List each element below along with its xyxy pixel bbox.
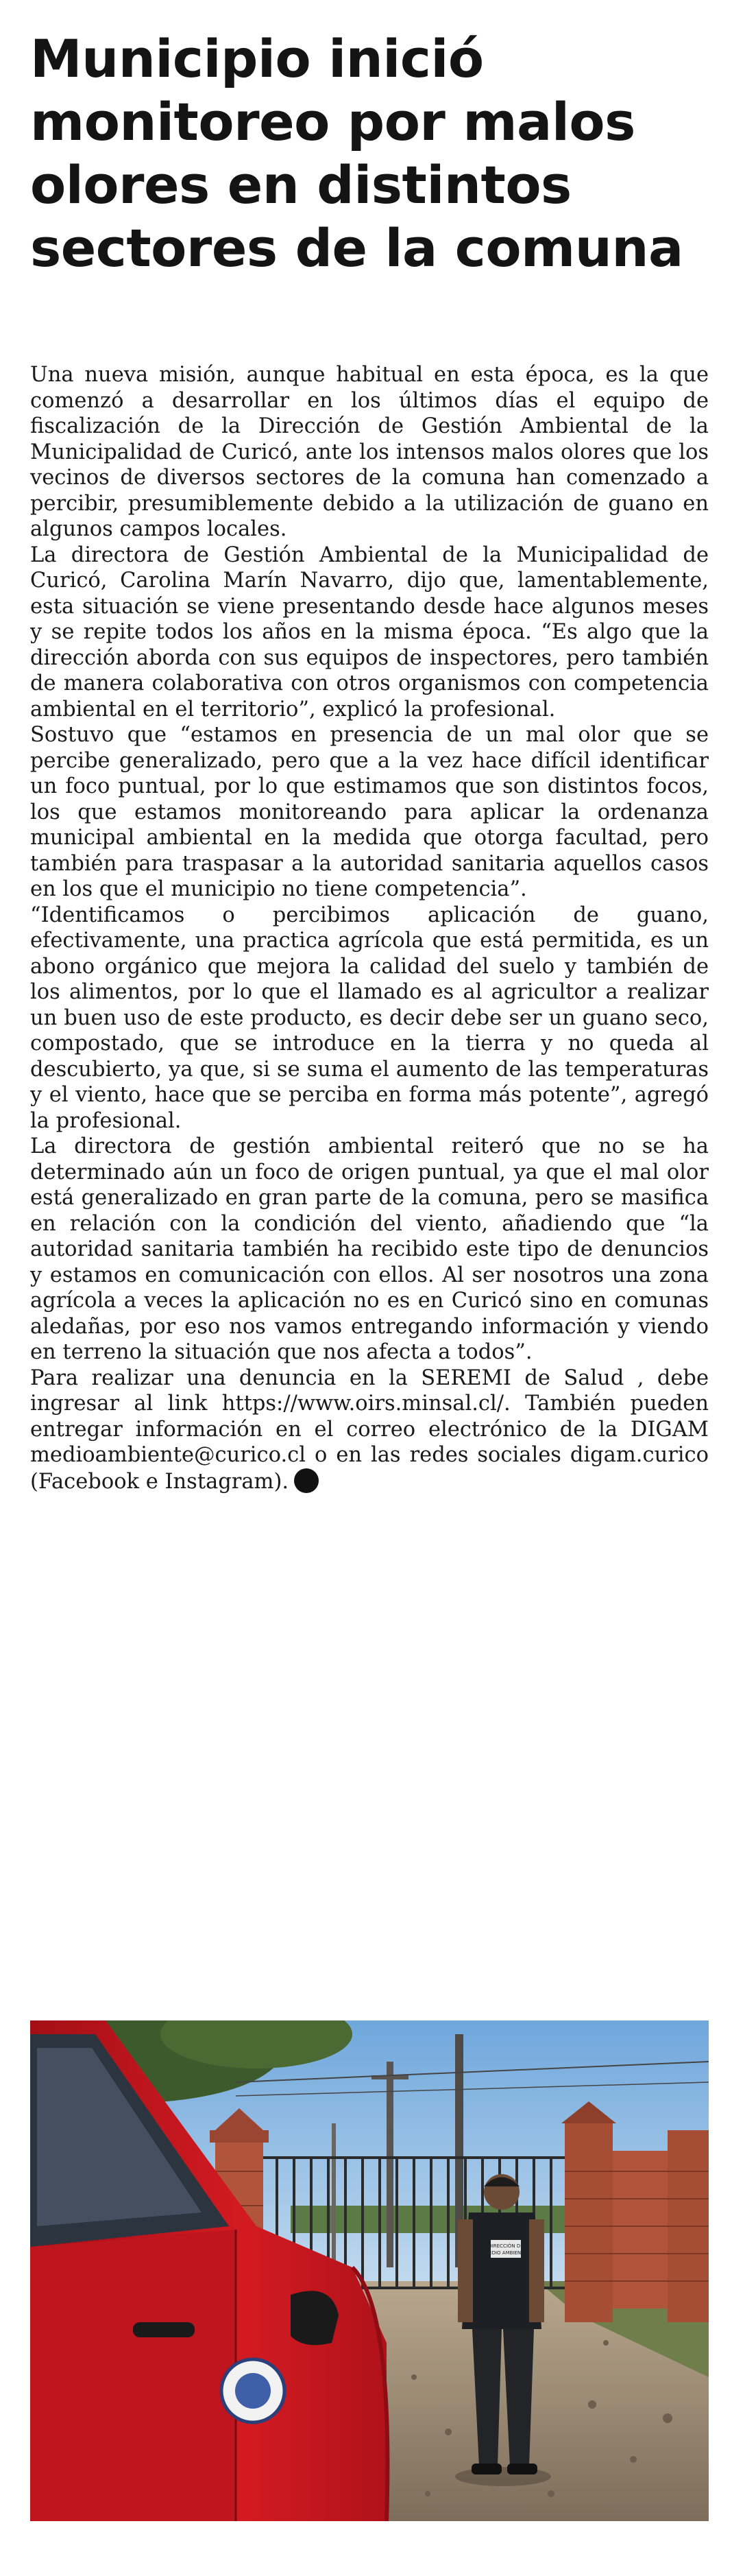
article-paragraph-6-text: Para realizar una denuncia en la SEREMI de Salud , debe ingresar al link https://www.oirs.minsal.cl/. También pueden entregar información en el correo electrónico de la DIGAM medioambiente@curico.cl o en las redes sociales digam.curico (Facebook e Instagram).	[30, 1365, 709, 1494]
vest-label: DIRECCIÓN DE	[488, 2243, 524, 2249]
utility-pole	[387, 2062, 393, 2267]
article-paragraph-2: La directora de Gestión Ambiental de la Municipalidad de Curicó, Carolina Marín Navarro, dijo que, lamentablemente, esta situación se viene presentando desde hace algunos meses y se repite todos los años en la misma época. “Es algo que la dirección aborda con sus equipos de inspectores, pero también de manera colaborativa con otros organismos con competencia ambiental en el territorio”, explicó la profesional.	[30, 542, 709, 721]
article-body	[30, 362, 709, 1494]
article-paragraph-5: La directora de gestión ambiental reiteró que no se ha determinado aún un foco de origen puntual, ya que el mal olor está generalizado en gran parte de la comuna, pero se masifica en relación con la condición del viento, añadiendo que “la autoridad sanitaria también ha recibido este tipo de denuncios y estamos en comunicación con ellos. Al ser nosotros una zona agrícola a veces la aplicación no es en Curicó sino en comunas aledañas, por eso nos vamos entregando información y viendo en terreno la situación que nos afecta a todos”.	[30, 1134, 709, 1364]
article-paragraph-3: Sostuvo que “estamos en presencia de un mal olor que se percibe generalizado, pero que a la vez hace difícil identificar un foco puntual, por lo que estimamos que son distintos focos, los que estamos monitoreando para aplicar la ordenanza municipal ambiental en la medida que otorga facultad, pero también para traspasar a la autoridad sanitaria aquellos casos en los que el municipio no tiene competencia”.	[30, 723, 709, 901]
article-photo	[30, 2020, 709, 2521]
article-paragraph-4: “Identificamos o percibimos aplicación de guano, efectivamente, una practica agrícola que está permitida, es un abono orgánico que mejora la calidad del suelo y también de los alimentos, por lo que el llamado es al agricultor a realizar un buen uso de este producto, es decir debe ser un guano seco, compostado, que se introduce en la tierra y no queda al descubierto, ya que, si se suma el aumento de las temperaturas y el viento, hace que se perciba en forma más potente”, agregó la profesional.	[30, 903, 709, 1133]
article-paragraph-1: Una nueva misión, aunque habitual en esta época, es la que comenzó a desarrollar en los últimos días el equipo de fiscalización de la Dirección de Gestión Ambiental de la Municipalidad de Curicó, ante los intensos malos olores que los vecinos de diversos sectores de la comuna han comenzado a percibir, presumiblemente debido a la utilización de guano en algunos campos locales.	[30, 363, 709, 541]
svg-text:MEDIO AMBIENTE: MEDIO AMBIENTE	[485, 2250, 527, 2256]
article-paragraph-6	[30, 1365, 709, 1495]
article-headline: Municipio inició monitoreo por malos olores en distintos sectores de la comuna	[30, 28, 683, 278]
end-of-article-icon	[294, 1468, 319, 1493]
utility-pole	[332, 2123, 336, 2261]
photo-illustration	[30, 2020, 709, 2521]
brick-pillar-right	[565, 2123, 613, 2322]
